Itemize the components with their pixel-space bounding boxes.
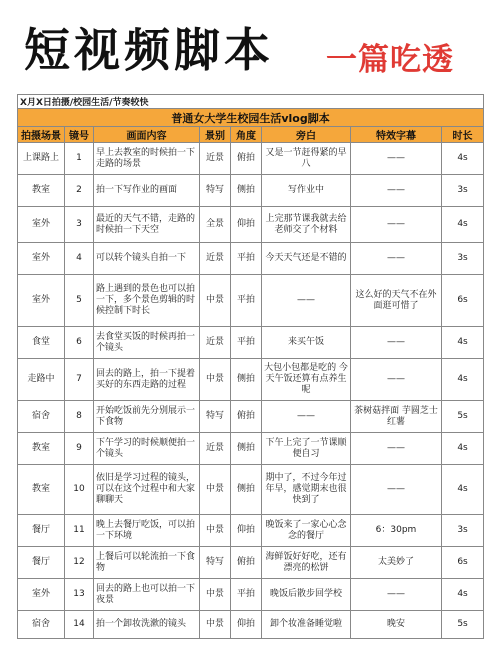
cell-shot-number: 10	[65, 465, 94, 515]
cell-scene: 室外	[18, 579, 65, 611]
cell-angle: 平拍	[231, 243, 262, 275]
cell-subtitle-fx: ——	[351, 243, 442, 275]
cell-shot-size: 近景	[200, 433, 231, 465]
cell-content: 上餐后可以轮流拍一下食物	[94, 547, 200, 579]
cell-shot-size: 中景	[200, 515, 231, 547]
cell-content: 回去的路上也可以拍一下夜景	[94, 579, 200, 611]
col-header-scene: 拍摄场景	[18, 127, 65, 143]
cell-duration: 4s	[442, 207, 484, 243]
cell-angle: 仰拍	[231, 207, 262, 243]
cell-content: 路上遇到的景色也可以拍一下，多个景色剪辑的时候控制下时长	[94, 275, 200, 327]
cell-content: 最近的天气不错，走路的时候拍一下天空	[94, 207, 200, 243]
cell-shot-size: 中景	[200, 579, 231, 611]
cell-subtitle-fx: ——	[351, 359, 442, 401]
col-header-shot-number: 镜号	[65, 127, 94, 143]
cell-content: 拍一下写作业的画面	[94, 175, 200, 207]
cell-content: 晚上去餐厅吃饭，可以拍一下环境	[94, 515, 200, 547]
col-header-content: 画面内容	[94, 127, 200, 143]
cell-narration: 又是一节赶得紧的早八	[262, 143, 351, 175]
table-row	[18, 175, 484, 207]
cell-shot-size: 中景	[200, 611, 231, 639]
cell-scene: 走路中	[18, 359, 65, 401]
cell-narration: 期中了，不过今年过年早，感觉期末也很快到了	[262, 465, 351, 515]
cell-scene: 教室	[18, 175, 65, 207]
cell-subtitle-fx: ——	[351, 579, 442, 611]
cell-content: 早上去教室的时候拍一下走路的场景	[94, 143, 200, 175]
script-table	[17, 94, 484, 639]
cell-angle: 俯拍	[231, 547, 262, 579]
table-row	[18, 547, 484, 579]
cell-duration: 4s	[442, 579, 484, 611]
cell-shot-number: 3	[65, 207, 94, 243]
cell-shot-number: 8	[65, 401, 94, 433]
cell-subtitle-fx: ——	[351, 327, 442, 359]
table-row	[18, 433, 484, 465]
cell-shot-size: 中景	[200, 359, 231, 401]
table-row	[18, 243, 484, 275]
cell-narration: 晚饭来了一家心心念念的餐厅	[262, 515, 351, 547]
cell-shot-number: 2	[65, 175, 94, 207]
cell-angle: 侧拍	[231, 465, 262, 515]
cell-duration: 5s	[442, 401, 484, 433]
cell-scene: 室外	[18, 207, 65, 243]
cell-subtitle-fx: 晚安	[351, 611, 442, 639]
cell-scene: 室外	[18, 275, 65, 327]
cell-duration: 3s	[442, 515, 484, 547]
cell-content: 可以转个镜头自拍一下	[94, 243, 200, 275]
cell-scene: 教室	[18, 465, 65, 515]
cell-narration: ——	[262, 401, 351, 433]
cell-shot-size: 近景	[200, 243, 231, 275]
cell-subtitle-fx: 太美妙了	[351, 547, 442, 579]
table-row	[18, 579, 484, 611]
cell-narration: 上完那节课我就去给老师交了个材料	[262, 207, 351, 243]
cell-shot-size: 全景	[200, 207, 231, 243]
cell-shot-size: 近景	[200, 327, 231, 359]
cell-scene: 教室	[18, 433, 65, 465]
cell-duration: 6s	[442, 547, 484, 579]
cell-shot-size: 近景	[200, 143, 231, 175]
cell-subtitle-fx: 这么好的天气不在外面逛可惜了	[351, 275, 442, 327]
table-row	[18, 611, 484, 639]
cell-shot-number: 9	[65, 433, 94, 465]
table-row	[18, 275, 484, 327]
cell-narration: 写作业中	[262, 175, 351, 207]
table-row	[18, 207, 484, 243]
cell-angle: 平拍	[231, 579, 262, 611]
cell-angle: 仰拍	[231, 611, 262, 639]
cell-angle: 平拍	[231, 275, 262, 327]
cell-narration: 大包小包都是吃的 今天午饭还算有点养生呢	[262, 359, 351, 401]
cell-shot-number: 13	[65, 579, 94, 611]
shoot-info: X月X日拍摄/校园生活/节奏较快	[18, 95, 484, 109]
cell-narration: 海鲜饭好好吃，还有漂亮的松饼	[262, 547, 351, 579]
cell-subtitle-fx: ——	[351, 465, 442, 515]
cell-content: 回去的路上，拍一下提着买好的东西走路的过程	[94, 359, 200, 401]
cell-scene: 宿舍	[18, 401, 65, 433]
col-header-narration: 旁白	[262, 127, 351, 143]
cell-shot-number: 11	[65, 515, 94, 547]
cell-scene: 餐厅	[18, 547, 65, 579]
cell-angle: 侧拍	[231, 359, 262, 401]
cell-duration: 4s	[442, 433, 484, 465]
cell-shot-number: 12	[65, 547, 94, 579]
cell-scene: 宿舍	[18, 611, 65, 639]
cell-content: 去食堂买饭的时候再拍一个镜头	[94, 327, 200, 359]
table-title: 普通女大学生校园生活vlog脚本	[18, 109, 484, 127]
cell-shot-number: 4	[65, 243, 94, 275]
cell-shot-size: 中景	[200, 275, 231, 327]
column-headers	[18, 127, 484, 143]
page-subtitle: 一篇吃透	[326, 42, 454, 78]
cell-duration: 4s	[442, 143, 484, 175]
cell-angle: 俯拍	[231, 401, 262, 433]
table-row	[18, 143, 484, 175]
table-row	[18, 327, 484, 359]
cell-shot-number: 7	[65, 359, 94, 401]
col-header-angle: 角度	[231, 127, 262, 143]
cell-shot-number: 5	[65, 275, 94, 327]
cell-duration: 5s	[442, 611, 484, 639]
cell-duration: 3s	[442, 175, 484, 207]
cell-narration: 今天天气还是不错的	[262, 243, 351, 275]
cell-scene: 室外	[18, 243, 65, 275]
cell-subtitle-fx: ——	[351, 433, 442, 465]
table-row	[18, 359, 484, 401]
cell-angle: 侧拍	[231, 433, 262, 465]
cell-narration: 卸个妆准备睡觉啦	[262, 611, 351, 639]
cell-angle: 仰拍	[231, 515, 262, 547]
cell-narration: 来买午饭	[262, 327, 351, 359]
cell-duration: 4s	[442, 359, 484, 401]
cell-angle: 俯拍	[231, 143, 262, 175]
cell-duration: 3s	[442, 243, 484, 275]
cell-scene: 上课路上	[18, 143, 65, 175]
cell-narration: 下午上完了一节课顺便自习	[262, 433, 351, 465]
table-row	[18, 465, 484, 515]
col-header-duration: 时长	[442, 127, 484, 143]
table-row	[18, 401, 484, 433]
cell-angle: 侧拍	[231, 175, 262, 207]
cell-content: 依旧是学习过程的镜头，可以在这个过程中和大家聊聊天	[94, 465, 200, 515]
cell-duration: 4s	[442, 327, 484, 359]
col-header-shot-size: 景别	[200, 127, 231, 143]
cell-shot-size: 特写	[200, 547, 231, 579]
table-row	[18, 515, 484, 547]
cell-subtitle-fx: ——	[351, 143, 442, 175]
cell-shot-number: 6	[65, 327, 94, 359]
cell-duration: 6s	[442, 275, 484, 327]
cell-shot-size: 特写	[200, 401, 231, 433]
cell-shot-number: 14	[65, 611, 94, 639]
cell-duration: 4s	[442, 465, 484, 515]
cell-subtitle-fx: ——	[351, 207, 442, 243]
cell-subtitle-fx: 茶树菇拌面 芋圆芝士红薯	[351, 401, 442, 433]
page-title: 短视频脚本	[24, 23, 274, 77]
cell-subtitle-fx: ——	[351, 175, 442, 207]
cell-narration: ——	[262, 275, 351, 327]
cell-scene: 餐厅	[18, 515, 65, 547]
cell-content: 拍一个卸妆洗漱的镜头	[94, 611, 200, 639]
cell-subtitle-fx: 6：30pm	[351, 515, 442, 547]
cell-content: 开始吃饭前先分别展示一下食物	[94, 401, 200, 433]
cell-shot-size: 中景	[200, 465, 231, 515]
cell-narration: 晚饭后散步回学校	[262, 579, 351, 611]
cell-content: 下午学习的时候顺便拍一个镜头	[94, 433, 200, 465]
cell-shot-size: 特写	[200, 175, 231, 207]
cell-scene: 食堂	[18, 327, 65, 359]
cell-shot-number: 1	[65, 143, 94, 175]
cell-angle: 平拍	[231, 327, 262, 359]
col-header-subtitle-fx: 特效字幕	[351, 127, 442, 143]
